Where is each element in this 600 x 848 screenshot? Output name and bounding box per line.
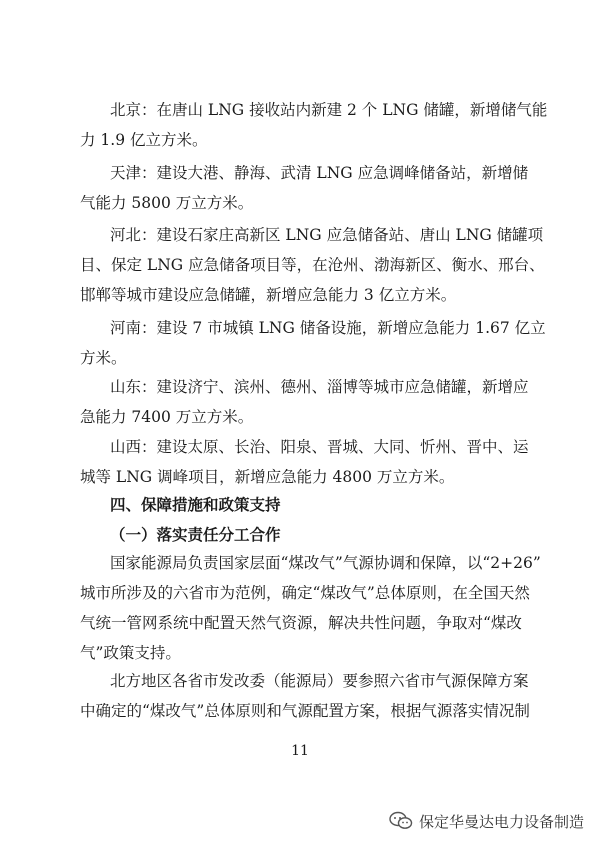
sub-heading: （一）落实责任分工合作 [110,526,281,544]
text-line: 山西：建设太原、长治、阳泉、晋城、大同、忻州、晋中、运 [110,438,529,456]
paragraph-tianjin [80,158,530,218]
text-line: 气”政策支持。 [80,644,181,662]
text-line: 山东：建设济宁、滨州、德州、淄博等城市应急储罐，新增应 [110,378,529,396]
text-line: 目、保定 LNG 应急储备项目等，在沧州、渤海新区、衡水、邢台、 [80,256,545,274]
paragraph-henan [80,313,546,373]
text-line: 急能力 7400 万立方米。 [80,408,254,426]
text-line: 北京：在唐山 LNG 接收站内新建 2 个 LNG 储罐，新增储气能 [110,101,548,119]
text-line: 天津：建设大港、静海、武清 LNG 应急调峰储备站，新增储 [110,164,529,182]
watermark [389,807,584,835]
text-line: 气统一管网系统中配置天然气资源，解决共性问题，争取对“煤改 [80,614,522,632]
body-paragraph [80,548,541,668]
text-line: 北方地区各省市发改委（能源局）要参照六省市气源保障方案 [110,672,529,690]
text-line: 国家能源局负责国家层面“煤改气”气源协调和保障，以“2+26” [110,554,541,572]
text-line: 城市所涉及的六省市为范例，确定“煤改气”总体原则，在全国天然 [80,584,530,602]
section-heading: 四、保障措施和政策支持 [110,496,281,514]
text-line: 河南：建设 7 市城镇 LNG 储备设施，新增应急能力 1.67 亿立 [110,319,546,337]
text-line: 气能力 5800 万立方米。 [80,194,254,212]
paragraph-shanxi [80,432,530,492]
paragraph-beijing [80,95,548,155]
paragraph-hebei [80,220,545,310]
paragraph-shandong [80,372,530,432]
text-line: 中确定的“煤改气”总体原则和气源配置方案，根据气源落实情况制 [80,702,530,720]
watermark-text: 保定华曼达电力设备制造 [418,812,584,831]
wechat-icon [389,811,413,831]
text-line: 城等 LNG 调峰项目，新增应急能力 4800 万立方米。 [80,468,455,486]
text-line: 河北：建设石家庄高新区 LNG 应急储备站、唐山 LNG 储罐项 [110,226,544,244]
page-number: 11 [291,743,309,759]
text-line: 邯郸等城市建设应急储罐，新增应急能力 3 亿立方米。 [80,286,457,304]
text-line: 方米。 [80,349,127,367]
body-paragraph [80,666,530,726]
text-line: 力 1.9 亿立方米。 [80,131,208,149]
